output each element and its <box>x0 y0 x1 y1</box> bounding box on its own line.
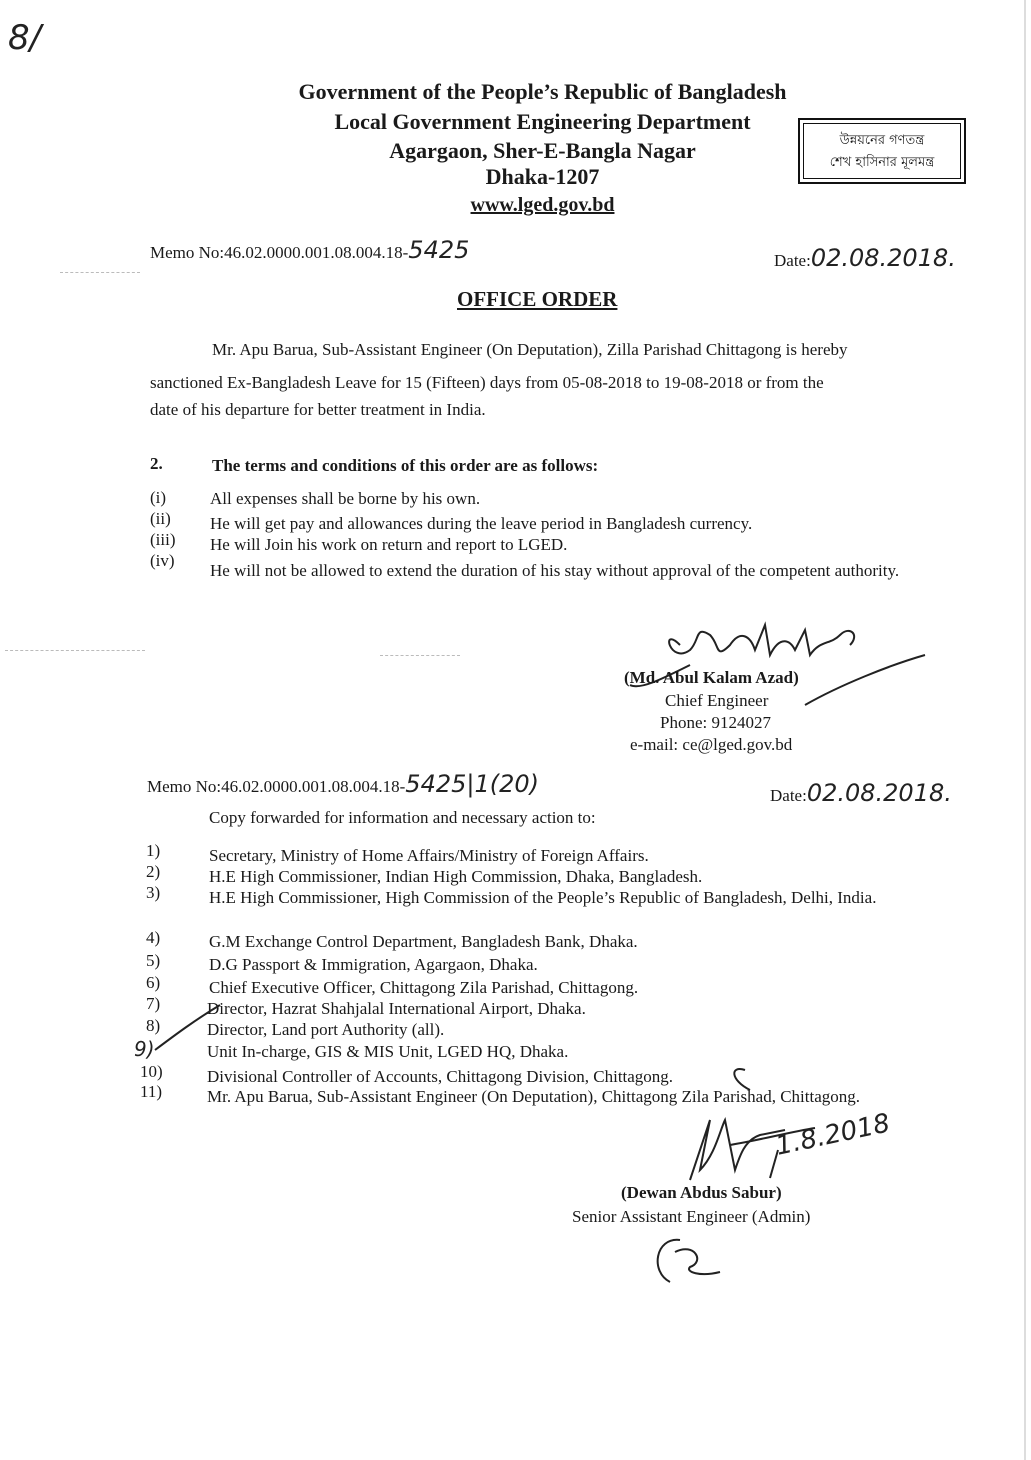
order-paragraph-line-1: Mr. Apu Barua, Sub-Assistant Engineer (On Deputation), Zilla Parishad Chittagong is hereby <box>212 340 848 359</box>
memo-number-line <box>150 236 469 264</box>
signatory1-email: e-mail: ce@lged.gov.bd <box>630 735 793 754</box>
header-department: Local Government Engineering Department <box>334 109 751 134</box>
signatory2-name: (Dewan Abdus Sabur) <box>621 1183 782 1202</box>
copy-item-text: Chief Executive Officer, Chittagong Zila Parishad, Chittagong. <box>209 978 639 997</box>
term-number: (i) <box>150 488 167 507</box>
term-text: He will get pay and allowances during the leave period in Bangladesh currency. <box>210 514 753 533</box>
header-address: Agargaon, Sher-E-Bangla Nagar <box>389 138 696 163</box>
copy-item-text: Director, Hazrat Shahjalal International Airport, Dhaka. <box>207 999 586 1018</box>
date-label: Date: <box>774 251 811 270</box>
copy-item-number: 9) <box>134 1037 155 1061</box>
pen-tick-mark <box>150 995 230 1055</box>
copy-item-text: Mr. Apu Barua, Sub-Assistant Engineer (On Deputation), Chittagong Zila Parishad, Chittagong. <box>207 1087 860 1106</box>
copy-item-text: D.G Passport & Immigration, Agargaon, Dhaka. <box>209 955 538 974</box>
signatory1-title: Chief Engineer <box>665 691 769 710</box>
copy-item-text: Secretary, Ministry of Home Affairs/Ministry of Foreign Affairs. <box>209 846 649 865</box>
copy-item-number: 2) <box>146 862 161 881</box>
signatory1-name: (Md. Abul Kalam Azad) <box>624 668 799 687</box>
copy-intro: Copy forwarded for information and necessary action to: <box>209 808 596 827</box>
header-government: Government of the People’s Republic of Bangladesh <box>298 79 787 104</box>
slogan-line-2: শেখ হাসিনার মূলমন্ত্র <box>829 155 935 170</box>
scan-edge <box>1024 0 1026 1460</box>
slogan-box <box>798 118 966 184</box>
header-website: www.lged.gov.bd <box>470 194 615 216</box>
term-number: (iv) <box>150 551 175 570</box>
initial-signature <box>645 1232 735 1292</box>
signatory2-title: Senior Assistant Engineer (Admin) <box>572 1207 811 1226</box>
copy-item-text: H.E High Commissioner, Indian High Commission, Dhaka, Bangladesh. <box>209 867 703 886</box>
copy-item-number: 3) <box>146 883 161 902</box>
copy-item-number: 4) <box>146 928 161 947</box>
copy-item-number: 7) <box>146 994 161 1013</box>
memo2-number-line <box>147 770 539 798</box>
term-text: He will Join his work on return and report to LGED. <box>210 535 568 554</box>
term-text: He will not be allowed to extend the duration of his stay without approval of the competent authority. <box>210 561 900 580</box>
slogan-line-1: উন্নয়নের গণতন্ত্র <box>839 133 925 148</box>
header-city: Dhaka-1207 <box>485 164 600 189</box>
copy-item-text: H.E High Commissioner, High Commission of the People’s Republic of Bangladesh, Delhi, India. <box>209 888 877 907</box>
copy-item-text: G.M Exchange Control Department, Bangladesh Bank, Dhaka. <box>209 932 638 951</box>
copy-item-text: Unit In-charge, GIS & MIS Unit, LGED HQ, Dhaka. <box>207 1042 569 1061</box>
section-title: The terms and conditions of this order are as follows: <box>212 456 599 475</box>
copy-item-number: 11) <box>140 1082 163 1101</box>
memo-date <box>774 244 956 272</box>
date-label: Date: <box>770 786 807 805</box>
copy-item-text: Director, Land port Authority (all). <box>207 1020 445 1039</box>
corner-handwritten-mark: 8/ <box>8 18 42 58</box>
copy-item-number: 8) <box>146 1016 161 1035</box>
copy-item-text: Divisional Controller of Accounts, Chittagong Division, Chittagong. <box>207 1067 674 1086</box>
copy-item-number: 1) <box>146 841 161 860</box>
term-text: All expenses shall be borne by his own. <box>210 489 481 508</box>
signatory1-phone: Phone: 9124027 <box>660 713 771 732</box>
memo2-label: Memo No:46.02.0000.001.08.004.18- <box>147 777 406 796</box>
order-paragraph-line-2: sanctioned Ex-Bangladesh Leave for 15 (Fifteen) days from 05-08-2018 to 19-08-2018 or from the <box>150 373 824 392</box>
order-paragraph-line-3: date of his departure for better treatment in India. <box>150 400 486 419</box>
copy-item-number: 6) <box>146 973 161 992</box>
term-number: (iii) <box>150 530 176 549</box>
office-order-title: OFFICE ORDER <box>457 287 618 311</box>
memo2-handwritten-number: 5425|1(20) <box>405 770 539 798</box>
copy-item-number: 5) <box>146 951 161 970</box>
term-number: (ii) <box>150 509 171 528</box>
signature-date: 1.8.2018 <box>773 1108 893 1162</box>
memo-label: Memo No:46.02.0000.001.08.004.18- <box>150 243 409 262</box>
chief-engineer-signature <box>600 605 940 710</box>
memo2-date <box>770 779 952 807</box>
section-number: 2. <box>150 454 163 473</box>
copy-item-number: 10) <box>140 1062 163 1081</box>
date-handwritten: 02.08.2018. <box>806 779 952 807</box>
memo-handwritten-number: 5425 <box>408 236 470 264</box>
date-handwritten: 02.08.2018. <box>810 244 956 272</box>
